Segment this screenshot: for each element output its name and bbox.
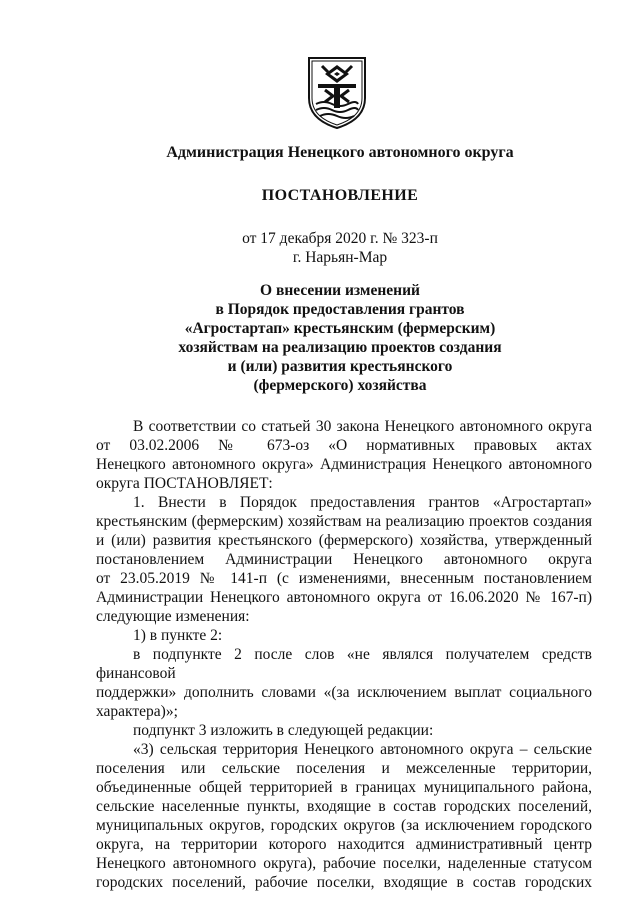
body-line: сельские населенные пункты, входящие в состав городских поселений, bbox=[96, 798, 592, 815]
body-line: следующие изменения: bbox=[96, 608, 250, 625]
title-line: и (или) развития крестьянского bbox=[227, 358, 453, 375]
body-line: подпункт 3 изложить в следующей редакции: bbox=[133, 722, 434, 739]
title-line: в Порядок предоставления грантов bbox=[215, 301, 465, 318]
body-line: Администрации Ненецкого автономного округа от 16.06.2020 № 167-п) bbox=[96, 589, 592, 606]
document-type: ПОСТАНОВЛЕНИЕ bbox=[261, 187, 419, 204]
title-line: (фермерского) хозяйства bbox=[253, 377, 427, 394]
body-line: округа, на территории которого находится административный центр bbox=[96, 836, 592, 853]
body-line: крестьянским (фермерским) хозяйствам на реализацию проектов создания bbox=[96, 513, 592, 530]
body-line: объединенные общей территорией в границах муниципального района, bbox=[96, 779, 592, 796]
body-line: муниципальных округов, городских округов (за исключением городского bbox=[96, 817, 592, 834]
document-city: г. Нарьян-Мар bbox=[292, 249, 388, 266]
document-body bbox=[96, 417, 592, 892]
body-line: Ненецкого автономного округа), рабочие поселки, наделенные статусом bbox=[96, 855, 592, 872]
body-line: 1. Внести в Порядок предоставления грантов «Агростартап» bbox=[133, 494, 592, 511]
body-line: от 23.05.2019 № 141-п (с изменениями, внесенным постановлением bbox=[96, 570, 592, 587]
body-line: городских поселений, рабочие поселки, входящие в состав городских bbox=[96, 874, 592, 891]
body-line: поддержки» дополнить словами «(за исключением выплат социального bbox=[96, 684, 592, 701]
body-line: в подпункте 2 после слов «не являлся получателем средств финансовой bbox=[96, 646, 592, 682]
organization-name: Администрация Ненецкого автономного округа bbox=[166, 144, 514, 161]
title-line: «Агростартап» крестьянским (фермерским) bbox=[184, 320, 496, 337]
body-line: и (или) развития крестьянского (фермерского) хозяйства, утвержденный bbox=[96, 532, 592, 549]
body-line: характера)»; bbox=[96, 703, 178, 720]
document-title bbox=[0, 281, 640, 395]
body-line: Ненецкого автономного округа» Администрация Ненецкого автономного bbox=[96, 456, 592, 473]
body-line: постановлением Администрации Ненецкого автономного округа bbox=[96, 551, 592, 568]
title-line: О внесении изменений bbox=[260, 282, 420, 299]
title-line: хозяйствам на реализацию проектов создания bbox=[178, 339, 502, 356]
body-line: округа ПОСТАНОВЛЯЕТ: bbox=[96, 475, 273, 492]
document-date-number: от 17 декабря 2020 г. № 323-п bbox=[242, 230, 438, 247]
coat-of-arms-icon bbox=[300, 54, 374, 130]
body-line: В соответствии со статьей 30 закона Ненецкого автономного округа bbox=[133, 418, 592, 435]
body-line: от 03.02.2006 № 673-оз «О нормативных правовых актах bbox=[96, 437, 592, 454]
body-line: поселения или сельские поселения и межселенные территории, bbox=[96, 760, 592, 777]
body-line: 1) в пункте 2: bbox=[133, 627, 223, 644]
body-line: «3) сельская территория Ненецкого автономного округа – сельские bbox=[133, 741, 592, 758]
